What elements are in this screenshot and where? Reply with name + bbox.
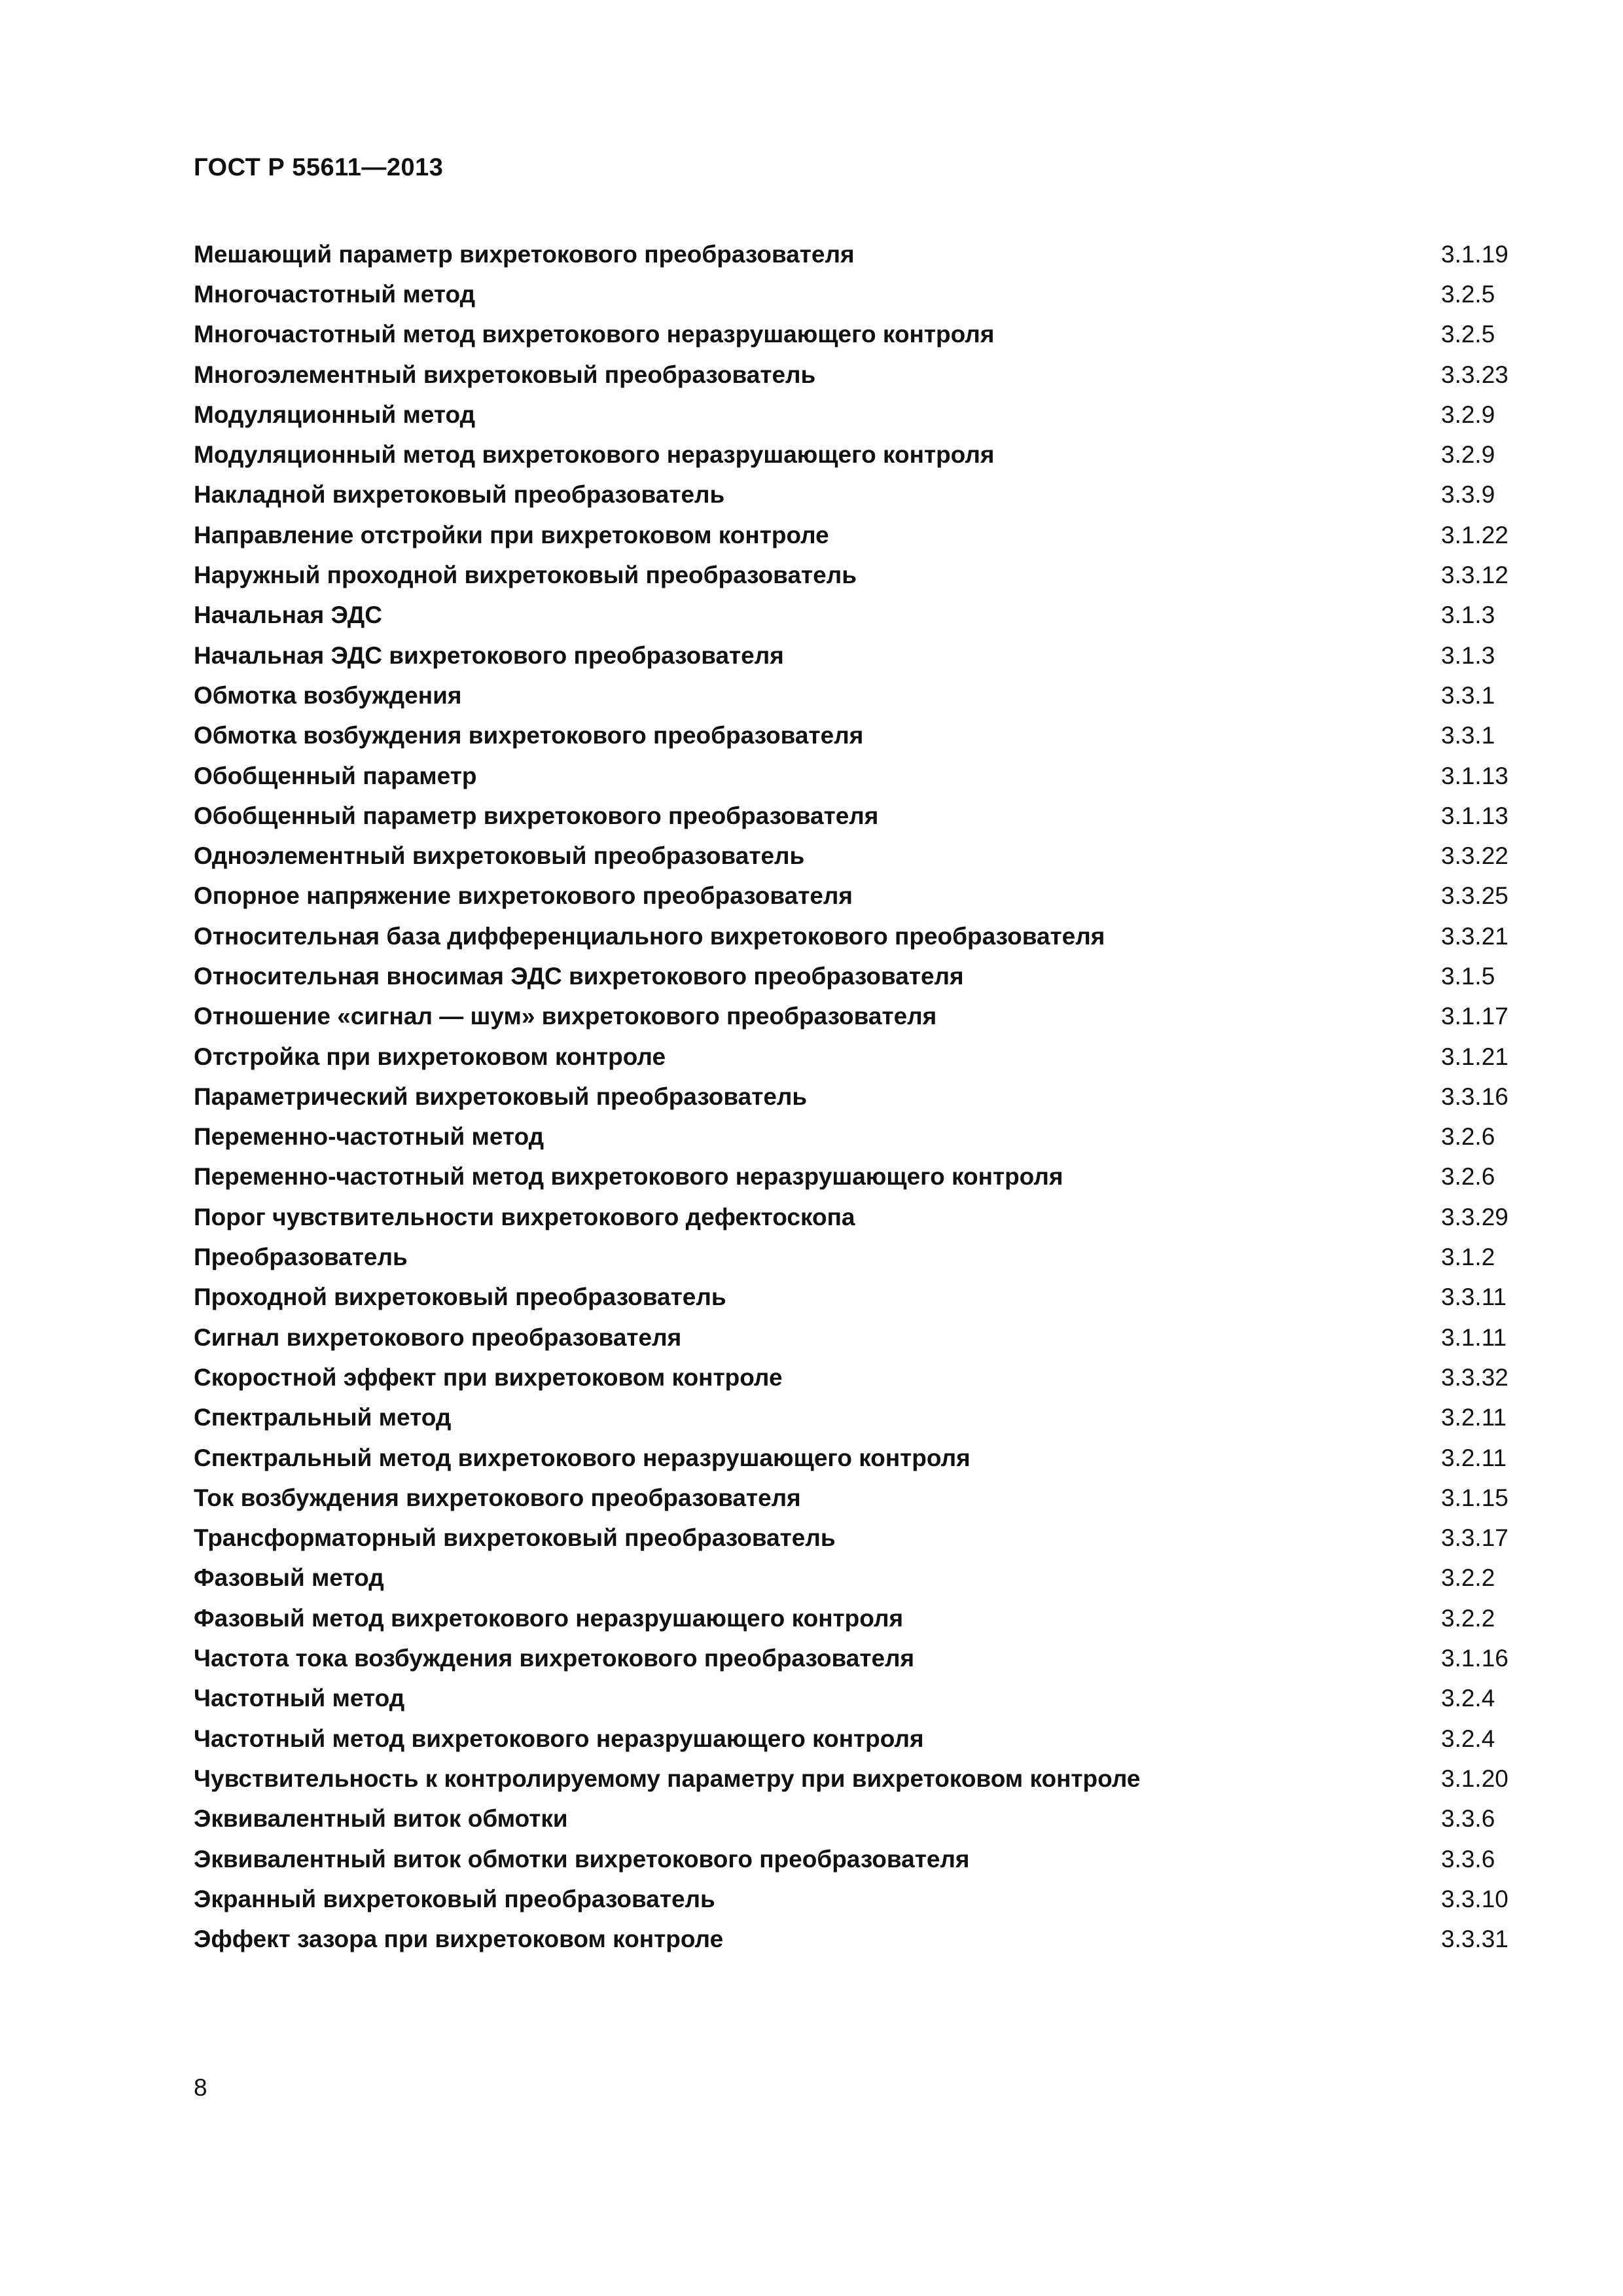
index-reference: 3.1.21 [1441,1043,1508,1070]
index-row [194,1679,1513,1719]
index-reference: 3.2.4 [1441,1685,1495,1712]
index-term: Эквивалентный виток обмотки вихретокового преобразователя [194,1845,970,1873]
index-term: Фазовый метод вихретокового неразрушающего контроля [194,1604,904,1632]
index-term: Переменно-частотный метод вихретокового неразрушающего контроля [194,1163,1063,1191]
index-row [194,1839,1513,1879]
index-row [194,596,1513,636]
index-reference: 3.2.5 [1441,280,1495,308]
index-reference: 3.1.13 [1441,802,1508,829]
index-term: Относительная вносимая ЭДС вихретокового преобразователя [194,962,964,990]
index-reference: 3.3.6 [1441,1845,1495,1873]
index-reference: 3.3.31 [1441,1926,1508,1953]
index-row [194,1518,1513,1558]
index-reference: 3.3.16 [1441,1083,1508,1110]
index-term: Модуляционный метод [194,401,476,428]
index-term: Одноэлементный вихретоковый преобразователь [194,842,805,870]
index-reference: 3.1.19 [1441,240,1508,268]
index-term: Отношение «сигнал — шум» вихретокового преобразователя [194,1003,937,1030]
index-reference: 3.3.22 [1441,842,1508,870]
index-reference: 3.3.29 [1441,1203,1508,1230]
index-row [194,515,1513,555]
index-term: Спектральный метод вихретокового неразрушающего контроля [194,1444,971,1471]
index-row [194,475,1513,515]
index-reference: 3.3.1 [1441,681,1495,709]
index-term: Обмотка возбуждения вихретокового преобразователя [194,722,864,749]
index-term: Частотный метод [194,1685,405,1712]
index-term: Эффект зазора при вихретоковом контроле [194,1926,724,1953]
index-reference: 3.2.11 [1441,1404,1507,1431]
index-reference: 3.2.11 [1441,1444,1507,1471]
index-row [194,1799,1513,1839]
index-reference: 3.1.2 [1441,1244,1495,1271]
index-term: Преобразователь [194,1244,408,1271]
index-reference: 3.3.6 [1441,1805,1495,1833]
index-row [194,1398,1513,1438]
index-term: Многочастотный метод вихретокового неразрушающего контроля [194,321,995,348]
index-row [194,1117,1513,1157]
index-row [194,1558,1513,1598]
index-row [194,1719,1513,1759]
index-term: Относительная база дифференциального вихретокового преобразователя [194,922,1105,950]
index-term: Начальная ЭДС [194,601,382,629]
index-row [194,1638,1513,1678]
index-term: Мешающий параметр вихретокового преобразователя [194,240,855,268]
index-row [194,1919,1513,1959]
index-row [194,234,1513,274]
index-row [194,636,1513,675]
index-reference: 3.1.20 [1441,1765,1508,1792]
index-row [194,956,1513,996]
index-reference: 3.3.21 [1441,922,1508,950]
index-row [194,1197,1513,1237]
index-reference: 3.1.3 [1441,641,1495,669]
index-row [194,1318,1513,1357]
alphabetical-index [194,234,1513,1960]
index-row [194,716,1513,756]
index-term: Порог чувствительности вихретокового дефектоскопа [194,1203,855,1230]
index-row [194,395,1513,435]
index-term: Обобщенный параметр вихретокового преобразователя [194,802,879,829]
index-row [194,1598,1513,1638]
index-row [194,675,1513,715]
index-row [194,1157,1513,1197]
index-reference: 3.1.3 [1441,601,1495,629]
index-reference: 3.3.32 [1441,1363,1508,1391]
index-term: Многочастотный метод [194,280,476,308]
index-term: Параметрический вихретоковый преобразователь [194,1083,808,1110]
index-row [194,997,1513,1037]
index-row [194,836,1513,876]
page-title: ГОСТ Р 55611—2013 [194,154,444,181]
index-term: Накладной вихретоковый преобразователь [194,481,725,509]
index-row [194,1478,1513,1518]
index-reference: 3.2.6 [1441,1163,1495,1191]
index-reference: 3.1.17 [1441,1003,1508,1030]
index-term: Спектральный метод [194,1404,452,1431]
index-term: Чувствительность к контролируемому параметру при вихретоковом контроле [194,1765,1141,1792]
index-term: Отстройка при вихретоковом контроле [194,1043,666,1070]
index-row [194,1357,1513,1397]
index-reference: 3.2.2 [1441,1604,1495,1632]
index-reference: 3.3.1 [1441,722,1495,749]
index-reference: 3.2.9 [1441,441,1495,469]
index-row [194,555,1513,595]
index-term: Наружный проходной вихретоковый преобразователь [194,562,857,589]
index-term: Обмотка возбуждения [194,681,462,709]
index-row [194,1077,1513,1117]
index-reference: 3.3.17 [1441,1524,1508,1552]
index-term: Опорное напряжение вихретокового преобразователя [194,882,853,910]
index-row [194,274,1513,314]
index-term: Проходной вихретоковый преобразователь [194,1283,726,1311]
index-row [194,355,1513,395]
index-row [194,1237,1513,1277]
index-reference: 3.2.9 [1441,401,1495,428]
index-reference: 3.3.9 [1441,481,1495,509]
index-reference: 3.1.15 [1441,1484,1508,1511]
index-reference: 3.1.11 [1441,1323,1507,1351]
index-row [194,1438,1513,1478]
index-term: Скоростной эффект при вихретоковом контроле [194,1363,783,1391]
index-reference: 3.3.11 [1441,1283,1507,1311]
index-row [194,1759,1513,1799]
index-term: Сигнал вихретокового преобразователя [194,1323,682,1351]
index-term: Частотный метод вихретокового неразрушающего контроля [194,1725,924,1752]
index-term: Начальная ЭДС вихретокового преобразователя [194,641,784,669]
index-term: Ток возбуждения вихретокового преобразователя [194,1484,801,1511]
index-reference: 3.2.4 [1441,1725,1495,1752]
index-term: Направление отстройки при вихретоковом контроле [194,521,829,548]
index-row [194,916,1513,956]
index-reference: 3.1.5 [1441,962,1495,990]
index-row [194,876,1513,916]
index-reference: 3.2.2 [1441,1564,1495,1592]
index-term: Многоэлементный вихретоковый преобразователь [194,361,816,388]
index-term: Частота тока возбуждения вихретокового преобразователя [194,1645,915,1672]
index-term: Эквивалентный виток обмотки [194,1805,568,1833]
index-term: Трансформаторный вихретоковый преобразователь [194,1524,836,1552]
page-number: 8 [194,2074,207,2101]
index-reference: 3.3.12 [1441,562,1508,589]
index-row [194,1879,1513,1919]
index-row [194,435,1513,475]
index-reference: 3.3.10 [1441,1885,1508,1912]
index-term: Модуляционный метод вихретокового неразрушающего контроля [194,441,995,469]
index-term: Переменно-частотный метод [194,1123,544,1151]
index-reference: 3.3.23 [1441,361,1508,388]
index-term: Экранный вихретоковый преобразователь [194,1885,715,1912]
index-row [194,756,1513,796]
index-row [194,796,1513,836]
index-reference: 3.2.5 [1441,321,1495,348]
index-reference: 3.1.22 [1441,521,1508,548]
index-row [194,315,1513,355]
index-reference: 3.1.16 [1441,1645,1508,1672]
index-reference: 3.3.25 [1441,882,1508,910]
index-row [194,1037,1513,1077]
index-reference: 3.2.6 [1441,1123,1495,1151]
index-reference: 3.1.13 [1441,762,1508,789]
index-term: Обобщенный параметр [194,762,477,789]
index-term: Фазовый метод [194,1564,384,1592]
index-row [194,1278,1513,1318]
